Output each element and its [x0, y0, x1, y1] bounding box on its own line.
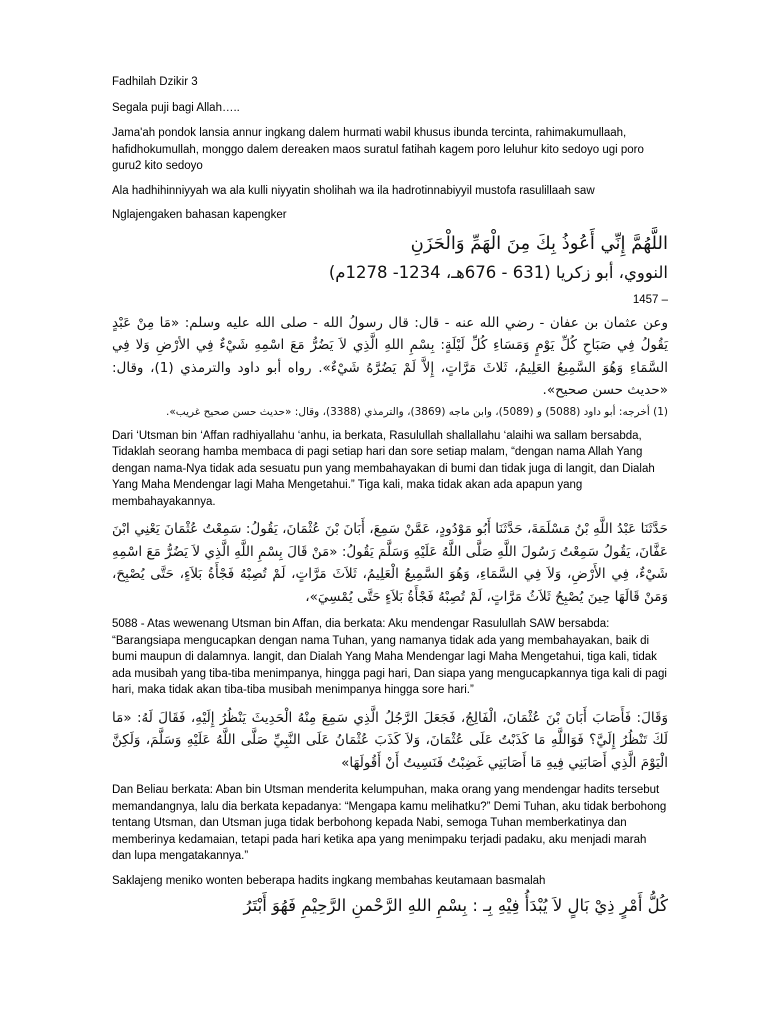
hadith-arabic-1: وعن عثمان بن عفان - رضي الله عنه - قال: قال رسولُ الله - صلى الله عليه وسلم: «مَا مِنْ عَبْدٍ يَقُولُ فِي صَبَاحِ كُلِّ يَوْمٍ وَمَسَاءِ كُلِّ لَيْلَةٍ: بِسْمِ اللهِ الَّذِي لاَ يَضُرُّ مَعَ اسْمِهِ شَيْءٌ فِي الأرْضِ وَلا فِي السَّمَاءِ وَهُوَ السَّمِيعُ العَلِيمُ، ثَلاثَ مَرَّاتٍ، إِلاَّ لَمْ يَضُرَّهُ شَيْءٌ». رواه أبو داود والترمذي (1)، وقال: «حديث حسن صحيح». — [112, 314, 669, 398]
translation-3: Dan Beliau berkata: Aban bin Utsman menderita kelumpuhan, maka orang yang mendengar hadits tersebut memandangnya, lalu dia berkata kepadanya: “Mengapa kamu melihatku?” Demi Tuhan, aku tidak berbohong tentang Utsman, dan Utsman juga tidak berbohong kepada Nabi, semoga Tuhan memberkatinya dan memberinya kedamaian, tetapi pada hari ketika apa yang menimpaku terjadi padaku, aku menjadi marah dan lupa mengatakannya.” — [112, 784, 667, 862]
fatihah-intention: Ala hadhihinniyyah wa ala kulli niyyatin sholihah wa ila hadrotinnabiyyil mustofa rasulillaah saw — [112, 184, 595, 197]
hadith-arabic-3: وَقَالَ: فَأَصَابَ أَبَانَ بْنَ عُثْمَانَ، الْفَالِجُ، فَجَعَلَ الرَّجُلُ الَّذِي سَمِعَ مِنْهُ الْحَدِيثَ يَنْظُرُ إِلَيْهِ، فَقَالَ لَهُ: «مَا لَكَ تَنْظُرُ إِلَيَّ؟ فَوَاللَّهِ مَا كَذَبْتُ عَلَى عُثْمَانَ، وَلاَ كَذَبَ عُثْمَانُ عَلَى النَّبِيِّ صَلَّى اللَّهُ عَلَيْهِ وَسَلَّمَ، وَلَكِنَّ الْيَوْمَ الَّذِي أَصَابَنِي فِيهِ مَا أَصَابَنِي غَضِبْتُ فَنَسِيتُ أَنْ أَقُولَهَا» — [112, 709, 668, 771]
basmalah-hadith: كُلُّ أَمْرٍ ذِيْ بَالٍ لاَ يُبْدَأُ فِيْهِ بِـ : بِسْمِ اللهِ الرَّحْمنِ الرَّحِيْمِ فَهُوَ أَبْتَرُ — [243, 896, 668, 915]
hadith-footnote: (1) أخرجه: أبو داود (5088) و (5089)، وابن ماجه (3869)، والترمذي (3388)، وقال: «حديث حسن صحيح غريب». — [166, 405, 668, 418]
reference-number: 1457 – — [632, 293, 668, 306]
dua-arabic: اللَّهُمَّ إِنِّي أَعُوذُ بِكَ مِنَ الْهَمِّ وَالْحَزَنِ — [410, 232, 668, 254]
basmalah-intro: Saklajeng meniko wonten beberapa hadits ingkang membahas keutamaan basmalah — [112, 874, 546, 887]
dedication-paragraph: Jama'ah pondok lansia annur ingkang dalem hurmati wabil khusus ibunda tercinta, rahimakumullaah, hafidhokumullah, monggo dalem dereaken maos suratul fatihah kagem poro leluhur kito sedoyo ugi poro guru2 kito sedoyo — [112, 127, 644, 172]
translation-1: Dari ‘Utsman bin ‘Affan radhiyallahu ‘anhu, ia berkata, Rasulullah shallallahu ‘alaihi wa sallam bersabda, Tidaklah seorang hamba membaca di pagi setiap hari dan sore setiap malam, “dengan nama Allah Yang dengan nama-Nya tidak ada sesuatu pun yang membahayakan di bumi dan tidak juga di langit, dan Dialah Yang Maha Mendengar lagi Maha Mengetahui.” Tiga kali, maka tidak akan ada apapun yang membahayakannya. — [112, 429, 655, 508]
document-title: Fadhilah Dzikir 3 — [112, 76, 198, 88]
author-line: النووي، أبو زكريا (631 - 676هـ، 1234- 1278م) — [328, 262, 668, 282]
translation-2: 5088 - Atas wewenang Utsman bin Affan, dia berkata: Aku mendengar Rasulullah SAW bersabda: “Barangsiapa mengucapkan dengan nama Tuhan, yang namanya tidak ada yang membahayakan, baik di bumi maupun di dalamnya. langit, dan Dialah Yang Maha Mendengar lagi Maha Mengetahui, tiga kali, tidak ada musibah yang tiba-tiba menimpanya, hingga pagi hari, Dan siapa yang mengucapkannya tiga kali di pagi hari, maka tidak akan tiba-tiba musibah menimpanya hingga sore hari.” — [112, 618, 667, 696]
continuation-note: Nglajengaken bahasan kapengker — [112, 209, 287, 221]
document-body — [112, 74, 668, 919]
opening-praise: Segala puji bagi Allah….. — [112, 101, 240, 114]
hadith-arabic-2: حَدَّثَنَا عَبْدُ اللَّهِ بْنُ مَسْلَمَةَ، حَدَّثَنَا أَبُو مَوْدُودٍ، عَمَّنْ سَمِعَ، أَبَانَ بْنَ عُثْمَانَ، يَقُولُ: سَمِعْتُ عُثْمَانَ يَعْنِي ابْنَ عَفَّانَ، يَقُولُ سَمِعْتُ رَسُولَ اللَّهِ صَلَّى اللَّهُ عَلَيْهِ وَسَلَّمَ يَقُولُ: «مَنْ قَالَ بِسْمِ اللَّهِ الَّذِي لاَ يَضُرُّ مَعَ اسْمِهِ شَيْءٌ، فِي الأَرْضِ، وَلاَ فِي السَّمَاءِ، وَهُوَ السَّمِيعُ الْعَلِيمُ، ثَلاَثَ مَرَّاتٍ، لَمْ تُصِبْهُ فَجْأَةُ بَلاَءٍ، حَتَّى يُصْبِحَ، وَمَنْ قَالَهَا حِينَ يُصْبِحُ ثَلاَثُ مَرَّاتٍ، لَمْ تُصِبْهُ فَجْأَةُ بَلاَءٍ حَتَّى يُمْسِيَ»، — [112, 521, 668, 605]
